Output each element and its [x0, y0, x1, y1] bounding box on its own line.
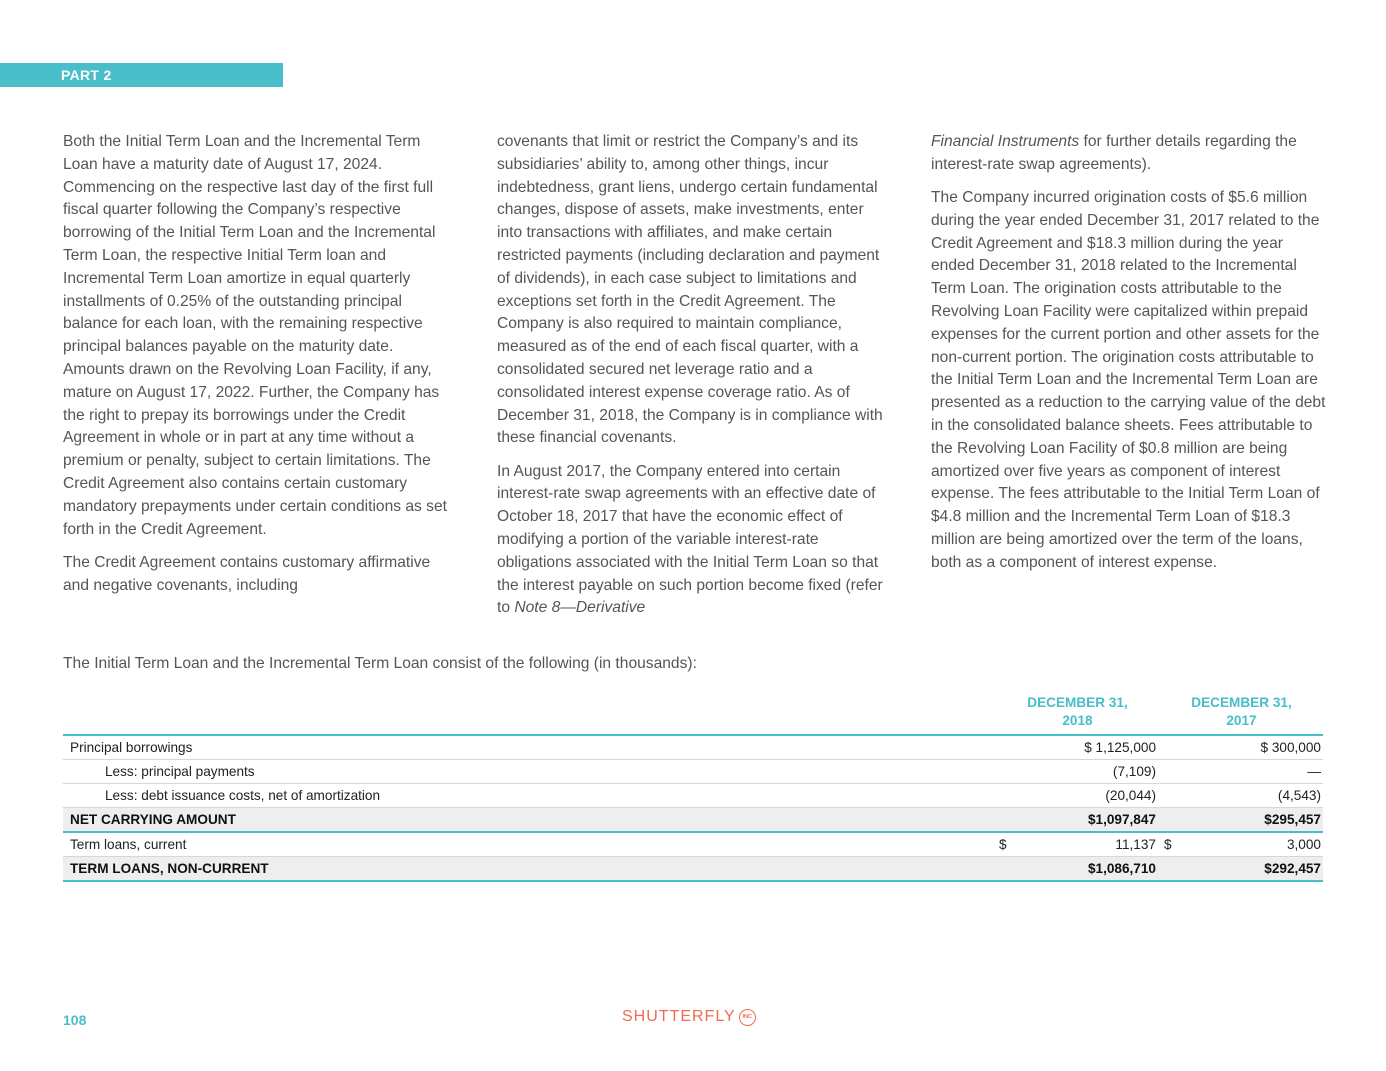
header-dec-2017: DECEMBER 31, 2017	[1160, 694, 1323, 735]
value-2018: (20,044)	[995, 784, 1160, 808]
paragraph-text: for further details regarding the interest-rate swap agreements).	[931, 133, 1297, 173]
row-label: NET CARRYING AMOUNT	[63, 808, 995, 833]
part-banner	[0, 63, 283, 87]
value-2017: $ 300,000	[1160, 735, 1323, 760]
paragraph	[931, 131, 1326, 177]
value-2018: $ 1,125,000	[995, 735, 1160, 760]
value-2017: (4,543)	[1160, 784, 1323, 808]
total-row	[63, 808, 1323, 833]
note-reference: Note 8—Derivative	[514, 599, 646, 617]
table-header-row	[63, 694, 1323, 735]
paragraph	[497, 461, 892, 621]
logo-text: SHUTTERFLY	[622, 1008, 736, 1025]
part-label: PART 2	[61, 67, 112, 83]
value-2018: $1,097,847	[995, 808, 1160, 833]
row-label: Less: debt issuance costs, net of amortization	[63, 784, 995, 808]
value-2017	[1160, 832, 1323, 857]
header-dec-2018: DECEMBER 31, 2018	[995, 694, 1160, 735]
value-2017: $295,457	[1160, 808, 1323, 833]
page-number: 108	[63, 1012, 87, 1028]
paragraph: The Company incurred origination costs of $5.6 million during the year ended December 31, 2017 related to the Credit Agreement and $18.3 million during the year ended December 31, 2018 related to the Incremental Term Loan. The origination costs attributable to the Revolving Loan Facility were capitalized within prepaid expenses for the current portion and other assets for the non-current portion. The origination costs attributable to the Initial Term Loan and the Incremental Term Loan are presented as a reduction to the carrying value of the debt in the consolidated balance sheets. Fees attributable to the Revolving Loan Facility of $0.8 million are being amortized over five years as component of interest expense. The fees attributable to the Initial Term Loan of $4.8 million and the Incremental Term Loan of $18.3 million are being amortized over the term of the loans, both as a component of interest expense.	[931, 188, 1326, 571]
currency-symbol: $	[1164, 837, 1172, 852]
text-column-1	[63, 131, 458, 608]
table-intro: The Initial Term Loan and the Incremental Term Loan consist of the following (in thousands):	[63, 655, 697, 672]
amount: 11,137	[1115, 837, 1156, 852]
row-label: Principal borrowings	[63, 735, 995, 760]
shutterfly-logo	[622, 1008, 756, 1026]
term-loans-table	[63, 694, 1323, 882]
text-column-3	[931, 131, 1326, 585]
value-2018	[995, 832, 1160, 857]
row-label: Term loans, current	[63, 832, 995, 857]
table-row	[63, 784, 1323, 808]
total-row	[63, 857, 1323, 882]
value-2017: —	[1160, 760, 1323, 784]
table-row	[63, 832, 1323, 857]
value-2017: $292,457	[1160, 857, 1323, 882]
paragraph: Both the Initial Term Loan and the Incremental Term Loan have a maturity date of August 17, 2024. Commencing on the respective last day of the first full fiscal quarter following the Company’s respective borrowing of the Initial Term Loan and the Incremental Term Loan, the respective Initial Term loan and Incremental Term Loan amortize in equal quarterly installments of 0.25% of the outstanding principal balance for each loan, with the remaining respective principal balances payable on the maturity date. Amounts drawn on the Revolving Loan Facility, if any, mature on August 17, 2022. Further, the Company has the right to prepay its borrowings under the Credit Agreement in whole or in part at any time without a premium or penalty, subject to certain limitations. The Credit Agreement also contains certain customary mandatory prepayments under certain conditions as set forth in the Credit Agreement.	[63, 133, 447, 538]
text-column-2	[497, 131, 892, 631]
amount: 3,000	[1286, 837, 1321, 852]
inc-badge-icon: INC	[739, 1009, 756, 1026]
value-2018: (7,109)	[995, 760, 1160, 784]
note-reference: Financial Instruments	[931, 133, 1080, 150]
table-row	[63, 760, 1323, 784]
row-label: Less: principal payments	[63, 760, 995, 784]
paragraph: The Credit Agreement contains customary affirmative and negative covenants, including	[63, 553, 431, 594]
paragraph: covenants that limit or restrict the Company’s and its subsidiaries’ ability to, among other things, incur indebtedness, grant liens, undergo certain fundamental changes, dispose of assets, make investments, enter into transactions with affiliates, and make certain restricted payments (including declaration and payment of dividends), in each case subject to limitations and exceptions set forth in the Credit Agreement. The Company is also required to maintain compliance, measured as of the end of each fiscal quarter, with a consolidated secured net leverage ratio and a consolidated interest expense coverage ratio. As of December 31, 2018, the Company is in compliance with these financial covenants.	[497, 133, 883, 447]
table-row	[63, 735, 1323, 760]
paragraph-text: In August 2017, the Company entered into certain interest-rate swap agreements with an effective date of October 18, 2017 that have the economic effect of modifying a portion of the variable interest-rate obligations associated with the Initial Term Loan so that the interest payable on such portion become fixed (refer to	[497, 462, 883, 617]
value-2018: $1,086,710	[995, 857, 1160, 882]
header-blank	[63, 694, 995, 735]
row-label: TERM LOANS, NON-CURRENT	[63, 857, 995, 882]
currency-symbol: $	[999, 837, 1007, 852]
